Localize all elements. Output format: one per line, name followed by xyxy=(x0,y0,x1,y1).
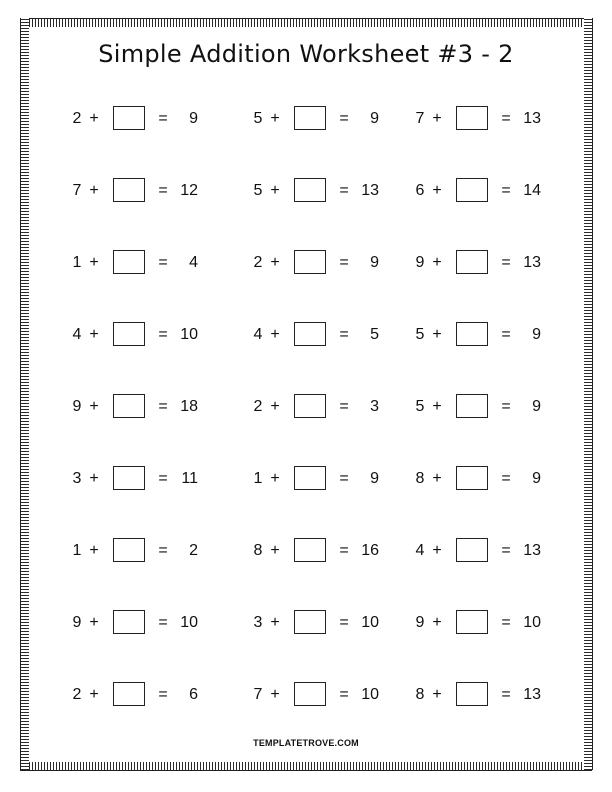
addition-problem xyxy=(413,178,553,204)
equals-sign: = xyxy=(339,470,349,487)
addend: 8 xyxy=(415,686,425,703)
equals-sign: = xyxy=(501,326,511,343)
answer-box[interactable] xyxy=(294,178,326,202)
sum: 10 xyxy=(180,326,198,343)
addend: 5 xyxy=(415,326,425,343)
sum: 10 xyxy=(180,614,198,631)
worksheet-title: Simple Addition Worksheet #3 - 2 xyxy=(98,40,514,68)
addend: 2 xyxy=(253,254,263,271)
plus-sign: + xyxy=(270,398,280,415)
equals-sign: = xyxy=(158,398,168,415)
answer-box[interactable] xyxy=(113,538,145,562)
equals-sign: = xyxy=(339,326,349,343)
addition-problem xyxy=(413,538,553,564)
sum: 9 xyxy=(532,326,541,343)
equals-sign: = xyxy=(339,110,349,127)
addition-problem xyxy=(413,322,553,348)
sum: 4 xyxy=(189,254,198,271)
equals-sign: = xyxy=(501,182,511,199)
addend: 9 xyxy=(72,614,82,631)
plus-sign: + xyxy=(270,470,280,487)
equals-sign: = xyxy=(339,182,349,199)
sum: 13 xyxy=(361,182,379,199)
addition-problem xyxy=(70,466,210,492)
addition-problem xyxy=(70,178,210,204)
plus-sign: + xyxy=(432,254,442,271)
addend: 8 xyxy=(253,542,263,559)
plus-sign: + xyxy=(270,614,280,631)
answer-box[interactable] xyxy=(456,250,488,274)
equals-sign: = xyxy=(158,182,168,199)
sum: 10 xyxy=(361,686,379,703)
addend: 7 xyxy=(415,110,425,127)
addition-problem xyxy=(413,394,553,420)
equals-sign: = xyxy=(501,686,511,703)
equals-sign: = xyxy=(158,686,168,703)
addition-problem xyxy=(413,106,553,132)
sum: 9 xyxy=(370,470,379,487)
answer-box[interactable] xyxy=(113,610,145,634)
equals-sign: = xyxy=(501,254,511,271)
answer-box[interactable] xyxy=(456,682,488,706)
addend: 4 xyxy=(415,542,425,559)
addend: 2 xyxy=(72,110,82,127)
addition-problem xyxy=(413,466,553,492)
border-bottom xyxy=(20,762,592,771)
answer-box[interactable] xyxy=(456,106,488,130)
addition-problem xyxy=(251,106,391,132)
answer-box[interactable] xyxy=(456,394,488,418)
addition-problem xyxy=(413,250,553,276)
answer-box[interactable] xyxy=(113,394,145,418)
answer-box[interactable] xyxy=(294,466,326,490)
addition-problem xyxy=(251,610,391,636)
answer-box[interactable] xyxy=(113,322,145,346)
addition-problem xyxy=(70,106,210,132)
addition-problem xyxy=(251,466,391,492)
sum: 18 xyxy=(180,398,198,415)
addition-problem xyxy=(70,610,210,636)
sum: 14 xyxy=(523,182,541,199)
border-left xyxy=(20,18,29,770)
addend: 4 xyxy=(253,326,263,343)
sum: 9 xyxy=(370,254,379,271)
answer-box[interactable] xyxy=(294,106,326,130)
equals-sign: = xyxy=(158,110,168,127)
equals-sign: = xyxy=(501,614,511,631)
addition-problem xyxy=(251,178,391,204)
addend: 7 xyxy=(253,686,263,703)
plus-sign: + xyxy=(270,326,280,343)
answer-box[interactable] xyxy=(456,538,488,562)
addend: 1 xyxy=(253,470,263,487)
equals-sign: = xyxy=(339,686,349,703)
addend: 4 xyxy=(72,326,82,343)
answer-box[interactable] xyxy=(113,466,145,490)
addend: 9 xyxy=(415,614,425,631)
equals-sign: = xyxy=(158,254,168,271)
addend: 7 xyxy=(72,182,82,199)
addend: 9 xyxy=(415,254,425,271)
equals-sign: = xyxy=(501,470,511,487)
sum: 10 xyxy=(361,614,379,631)
answer-box[interactable] xyxy=(456,466,488,490)
plus-sign: + xyxy=(432,614,442,631)
addition-problem xyxy=(251,322,391,348)
addition-problem xyxy=(251,250,391,276)
plus-sign: + xyxy=(89,542,99,559)
addition-problem xyxy=(251,682,391,708)
border-top xyxy=(20,18,592,27)
addition-problem xyxy=(251,394,391,420)
answer-box[interactable] xyxy=(113,250,145,274)
addition-problem xyxy=(413,610,553,636)
border-right xyxy=(584,18,593,770)
answer-box[interactable] xyxy=(294,538,326,562)
addend: 2 xyxy=(253,398,263,415)
equals-sign: = xyxy=(158,470,168,487)
equals-sign: = xyxy=(501,110,511,127)
plus-sign: + xyxy=(89,686,99,703)
addend: 2 xyxy=(72,686,82,703)
equals-sign: = xyxy=(339,254,349,271)
equals-sign: = xyxy=(339,398,349,415)
plus-sign: + xyxy=(270,182,280,199)
equals-sign: = xyxy=(501,542,511,559)
plus-sign: + xyxy=(270,110,280,127)
sum: 13 xyxy=(523,542,541,559)
addition-problem xyxy=(413,682,553,708)
answer-box[interactable] xyxy=(113,682,145,706)
addend: 5 xyxy=(253,110,263,127)
plus-sign: + xyxy=(89,110,99,127)
answer-box[interactable] xyxy=(113,106,145,130)
addend: 6 xyxy=(415,182,425,199)
sum: 12 xyxy=(180,182,198,199)
equals-sign: = xyxy=(158,326,168,343)
sum: 16 xyxy=(361,542,379,559)
plus-sign: + xyxy=(432,326,442,343)
answer-box[interactable] xyxy=(294,394,326,418)
plus-sign: + xyxy=(89,470,99,487)
addition-problem xyxy=(70,250,210,276)
addend: 9 xyxy=(72,398,82,415)
addend: 8 xyxy=(415,470,425,487)
plus-sign: + xyxy=(270,686,280,703)
plus-sign: + xyxy=(89,182,99,199)
addend: 5 xyxy=(253,182,263,199)
plus-sign: + xyxy=(432,686,442,703)
plus-sign: + xyxy=(432,398,442,415)
plus-sign: + xyxy=(432,542,442,559)
sum: 2 xyxy=(189,542,198,559)
plus-sign: + xyxy=(89,254,99,271)
plus-sign: + xyxy=(89,326,99,343)
sum: 9 xyxy=(532,470,541,487)
sum: 3 xyxy=(370,398,379,415)
answer-box[interactable] xyxy=(456,322,488,346)
addend: 1 xyxy=(72,254,82,271)
addition-problem xyxy=(70,682,210,708)
addend: 3 xyxy=(253,614,263,631)
sum: 11 xyxy=(181,470,198,487)
equals-sign: = xyxy=(501,398,511,415)
plus-sign: + xyxy=(89,398,99,415)
sum: 9 xyxy=(189,110,198,127)
answer-box[interactable] xyxy=(294,610,326,634)
answer-box[interactable] xyxy=(294,250,326,274)
sum: 13 xyxy=(523,254,541,271)
sum: 13 xyxy=(523,110,541,127)
addend: 5 xyxy=(415,398,425,415)
sum: 6 xyxy=(189,686,198,703)
equals-sign: = xyxy=(339,542,349,559)
answer-box[interactable] xyxy=(456,178,488,202)
sum: 13 xyxy=(523,686,541,703)
addend: 1 xyxy=(72,542,82,559)
addition-problem xyxy=(70,394,210,420)
addition-problem xyxy=(70,322,210,348)
answer-box[interactable] xyxy=(113,178,145,202)
equals-sign: = xyxy=(339,614,349,631)
plus-sign: + xyxy=(270,254,280,271)
sum: 9 xyxy=(532,398,541,415)
equals-sign: = xyxy=(158,542,168,559)
addition-problem xyxy=(251,538,391,564)
answer-box[interactable] xyxy=(456,610,488,634)
footer-website: TEMPLATETROVE.COM xyxy=(253,738,359,748)
plus-sign: + xyxy=(89,614,99,631)
answer-box[interactable] xyxy=(294,322,326,346)
plus-sign: + xyxy=(270,542,280,559)
sum: 5 xyxy=(370,326,379,343)
equals-sign: = xyxy=(158,614,168,631)
plus-sign: + xyxy=(432,110,442,127)
plus-sign: + xyxy=(432,470,442,487)
sum: 10 xyxy=(523,614,541,631)
sum: 9 xyxy=(370,110,379,127)
addend: 3 xyxy=(72,470,82,487)
addition-problem xyxy=(70,538,210,564)
answer-box[interactable] xyxy=(294,682,326,706)
plus-sign: + xyxy=(432,182,442,199)
